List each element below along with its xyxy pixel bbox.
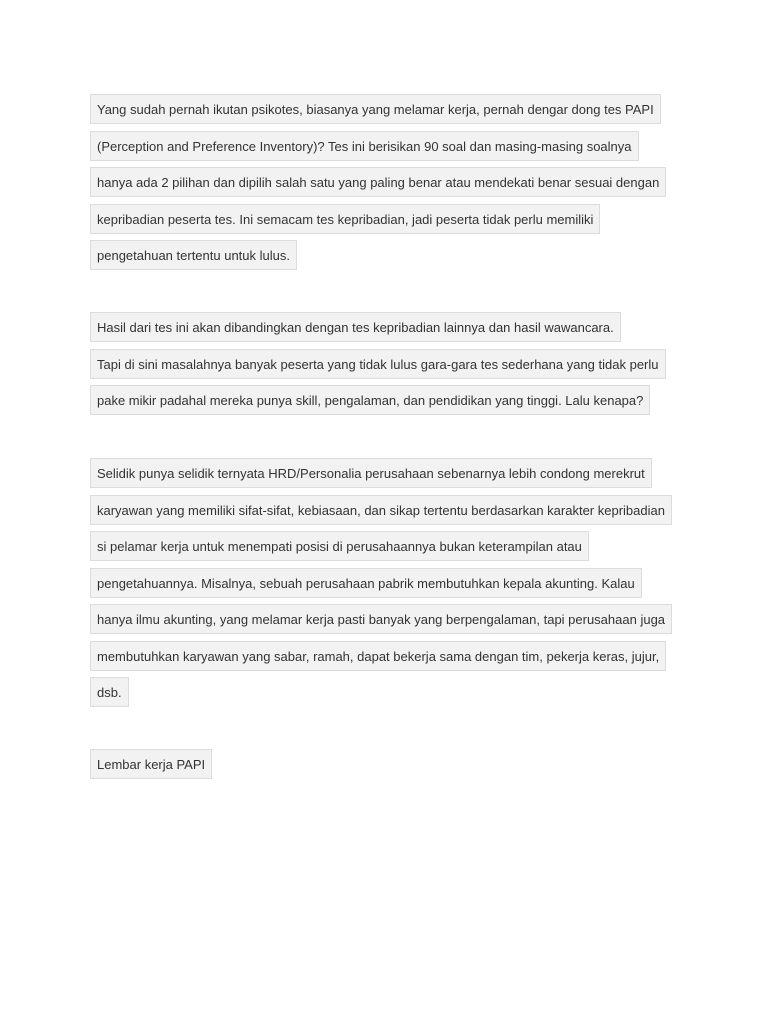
text-line: si pelamar kerja untuk menempati posisi di perusahaannya bukan keterampilan atau [90,531,589,561]
text-line: Tapi di sini masalahnya banyak peserta yang tidak lulus gara-gara tes sederhana yang tidak perlu [90,349,666,379]
text-line: hanya ilmu akunting, yang melamar kerja pasti banyak yang berpengalaman, tapi perusahaan juga [90,604,672,634]
text-line: hanya ada 2 pilihan dan dipilih salah satu yang paling benar atau mendekati benar sesuai dengan [90,167,666,197]
text-line: kepribadian peserta tes. Ini semacam tes kepribadian, jadi peserta tidak perlu memiliki [90,204,600,234]
text-line: karyawan yang memiliki sifat-sifat, kebiasaan, dan sikap tertentu berdasarkan karakter kepribadian [90,495,672,525]
text-line: Hasil dari tes ini akan dibandingkan dengan tes kepribadian lainnya dan hasil wawancara. [90,312,621,342]
section-heading: Lembar kerja PAPI [90,749,212,779]
text-line: (Perception and Preference Inventory)? Tes ini berisikan 90 soal dan masing-masing soalnya [90,131,639,161]
paragraph-results [90,312,690,422]
text-line: Yang sudah pernah ikutan psikotes, biasanya yang melamar kerja, pernah dengar dong tes PAPI [90,94,661,124]
paragraph-intro [90,94,690,277]
text-line: dsb. [90,677,129,707]
text-line: pengetahuannya. Misalnya, sebuah perusahaan pabrik membutuhkan kepala akunting. Kalau [90,568,642,598]
paragraph-worksheet-heading [90,749,690,786]
text-line: Selidik punya selidik ternyata HRD/Personalia perusahaan sebenarnya lebih condong merekrut [90,458,652,488]
text-line: pake mikir padahal mereka punya skill, pengalaman, dan pendidikan yang tinggi. Lalu kenapa? [90,385,650,415]
paragraph-explanation [90,458,690,714]
text-line: membutuhkan karyawan yang sabar, ramah, dapat bekerja sama dengan tim, pekerja keras, jujur, [90,641,666,671]
text-line: pengetahuan tertentu untuk lulus. [90,240,297,270]
